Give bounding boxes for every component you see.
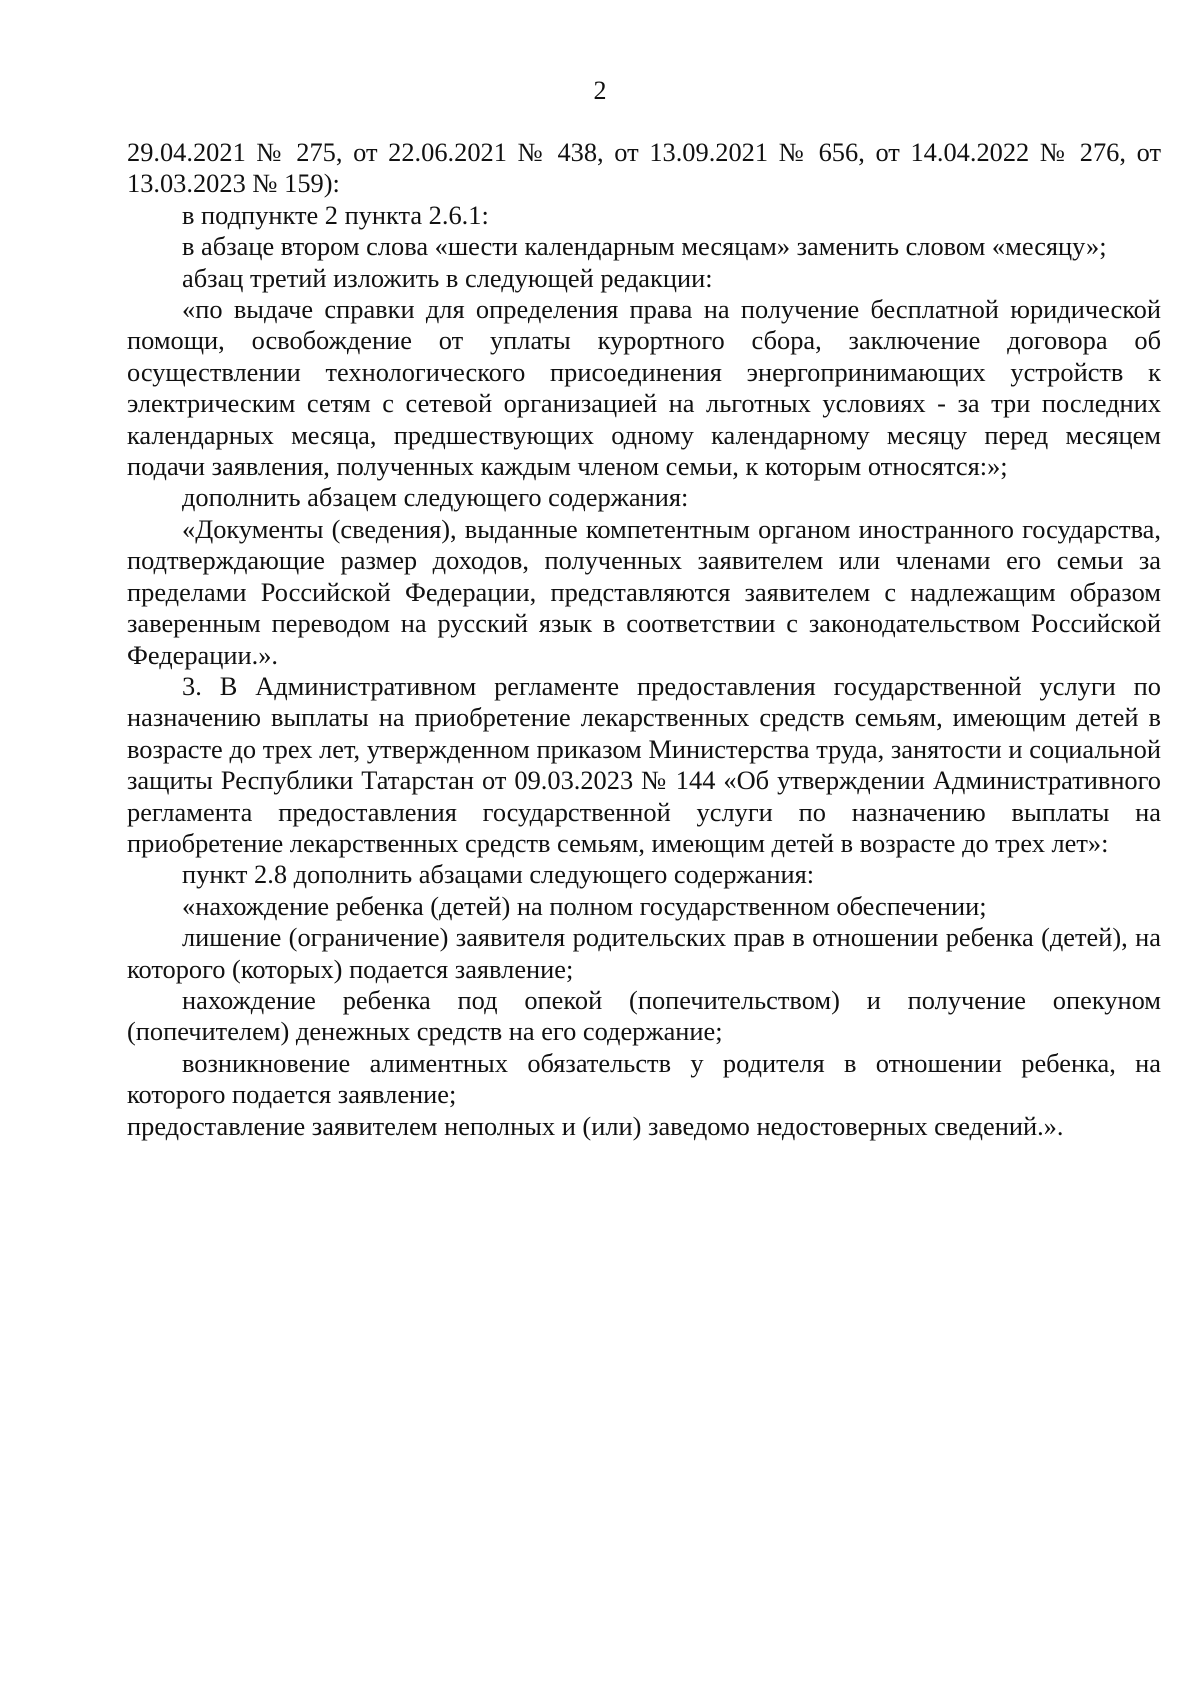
paragraph: дополнить абзацем следующего содержания: — [182, 482, 689, 513]
paragraph: предоставление заявителем неполных и (или) заведомо недостоверных сведений.». — [127, 1110, 1064, 1141]
paragraph: в абзаце втором слова «шести календарным месяцам» заменить словом «месяцу»; — [182, 231, 1107, 262]
paragraph: «нахождение ребенка (детей) на полном государственном обеспечении; — [182, 890, 987, 921]
paragraph: «по выдаче справки для определения права на получение бесплатной юридической помощи, освобождение от уплаты курортного сбора, заключение договора об осуществлении технологического присоединения энергопринимающих устройств к электрическим сетям с сетевой организацией на льготных условиях - за три последних календарных месяца, предшествующих одному календарному месяцу перед месяцем подачи заявления, полученных каждым членом семьи, к которым относятся:»; — [127, 294, 1161, 482]
paragraph: пункт 2.8 дополнить абзацами следующего содержания: — [182, 859, 815, 890]
paragraph: абзац третий изложить в следующей редакции: — [182, 262, 713, 293]
paragraph: нахождение ребенка под опекой (попечительством) и получение опекуном (попечителем) денежных средств на его содержание; — [127, 984, 1161, 1047]
document-body — [127, 137, 1161, 1142]
page-number: 2 — [593, 76, 607, 105]
paragraph: 29.04.2021 № 275, от 22.06.2021 № 438, от 13.09.2021 № 656, от 14.04.2022 № 276, от 13.03.2023 № 159): — [127, 137, 1161, 199]
paragraph: 3. В Административном регламенте предоставления государственной услуги по назначению выплаты на приобретение лекарственных средств семьям, имеющим детей в возрасте до трех лет, утвержденном приказом Министерства труда, занятости и социальной защиты Республики Татарстан от 09.03.2023 № 144 «Об утверждении Административного регламента предоставления государственной услуги по назначению выплаты на приобретение лекарственных средств семьям, имеющим детей в возрасте до трех лет»: — [127, 670, 1161, 858]
paragraph: лишение (ограничение) заявителя родительских прав в отношении ребенка (детей), на которого (которых) подается заявление; — [127, 922, 1161, 984]
paragraph: в подпункте 2 пункта 2.6.1: — [182, 199, 489, 230]
paragraph: возникновение алиментных обязательств у родителя в отношении ребенка, на которого подается заявление; — [127, 1047, 1161, 1110]
paragraph: «Документы (сведения), выданные компетентным органом иностранного государства, подтверждающие размер доходов, полученных заявителем или членами его семьи за пределами Российской Федерации, представляются заявителем с надлежащим образом заверенным переводом на русский язык в соответствии с законодательством Российской Федерации.». — [127, 513, 1161, 670]
